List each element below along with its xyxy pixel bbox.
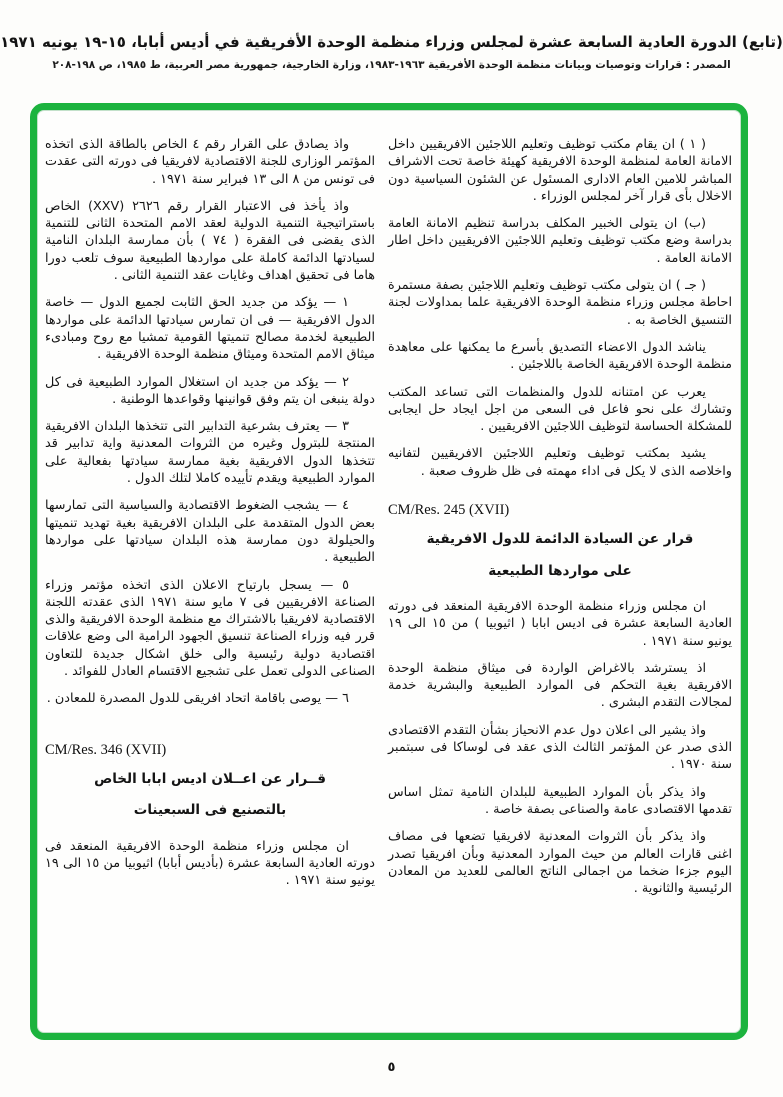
page-footer xyxy=(0,1060,783,1075)
paragraph: يناشد الدول الاعضاء التصديق بأسرع ما يمكنها على معاهدة منظمة الوحدة الافريقية الخاصة باللاجئين . xyxy=(388,339,732,373)
page-number: ٥ xyxy=(387,1060,396,1075)
column-left xyxy=(45,136,375,1019)
source-citation: المصدر : قرارات وتوصيات وبيانات منظمة الوحدة الأفريقية ١٩٦٣-١٩٨٣، وزارة الخارجية، جمهورية مصر العربية، ط ١٩٨٥، ص ١٩٨-٢٠٨ xyxy=(52,59,731,71)
paragraph: واذ يأخذ فى الاعتبار القرار رقم ٢٦٢٦ (XXV) الخاص باستراتيجية التنمية الدولية لعقد الامم المتحدة الثانى للتنمية الذى يقضى فى الفقرة ( ٧٤ ) بأن ممارسة البلدان النامية لسيادتها الدائمة كاملة على مواردها الطبيعية سوف تلعب دورا هاما فى تحقيق اهداف وغايات عقد التنمية الثانى . xyxy=(45,198,375,284)
resolution-346-title-line2: بالتصنيع فى السبعينات xyxy=(133,802,287,819)
resolution-245-title-line1: قرار عن السيادة الدائمة للدول الافريقية xyxy=(426,531,694,548)
paragraph: ٤ — يشجب الضغوط الاقتصادية والسياسية التى تمارسها بعض الدول المتقدمة على البلدان الافريقية بغية تهديد تنميتها والحيلولة دون ممارسة هذه البلدان سيادتها على مواردها الطبيعية . xyxy=(45,498,375,566)
paragraph: ٣ — يعترف بشرعية التدابير التى تتخذها البلدان الافريقية المنتجة للبترول وغيره من الثروات المعدنية واية تدابير قد تتخذها الدول الافريقية بغية ممارسة سيادتها بفعالية على الموارد الطبيعية ويقدم تأييده كاملا لتلك الدول . xyxy=(45,419,375,487)
session-title: (تابع) الدورة العادية السابعة عشرة لمجلس وزراء منظمة الوحدة الأفريقية في أديس أبابا، ١٥-١٩ يونيه ١٩٧١ xyxy=(0,33,783,51)
paragraph: ان مجلس وزراء منظمة الوحدة الافريقية المنعقد فى دورته العادية السابعة عشرة فى اديس ابابا ( اثيوبيا ) من ١٥ الى ١٩ يونيو سنة ١٩٧١ . xyxy=(388,598,732,649)
paragraph: ان مجلس وزراء منظمة الوحدة الافريقية المنعقد فى دورته العادية السابعة عشرة (بأديس أبابا) اثيوبيا من ١٥ الى ١٩ يونيو سنة ١٩٧١ . xyxy=(45,838,375,889)
paragraph: ( جـ ) ان يتولى مكتب توظيف وتعليم اللاجئين بصفة مستمرة احاطة مجلس وزراء منظمة الوحدة الافريقية علما بمداولات لجنة التنسيق الخاصة به . xyxy=(388,278,732,328)
paragraph: واذ يذكر بأن الموارد الطبيعية للبلدان النامية تمثل اساس تقدمها الاقتصادى عامة والصناعى بصفة خاصة . xyxy=(388,784,732,817)
paragraph: واذ يصادق على القرار رقم ٤ الخاص بالطاقة الذى اتخذه المؤتمر الوزارى للجنة الاقتصادية لافريقيا فى دورته التى عقدت فى تونس من ٨ الى ١٣ فبراير سنة ١٩٧١ . xyxy=(45,137,375,187)
document-border-frame xyxy=(30,103,748,1040)
column-right xyxy=(388,136,732,1019)
resolution-245-title-line2: على مواردها الطبيعية xyxy=(488,562,632,579)
paragraph: واذ يذكر بأن الثروات المعدنية لافريقيا تضعها فى مصاف اغنى قارات العالم من حيث الموارد المعدنية وبأن افريقيا تصدر اليوم جزءا ضخما من اجمالى الناتج العالمى للعديد من المعادن الرئيسية والثانوية . xyxy=(388,829,732,897)
paragraph: ( ١ ) ان يقام مكتب توظيف وتعليم اللاجئين الافريقيين داخل الامانة العامة لمنظمة الوحدة الافريقية كهيئة خاصة تحت الاشراف المباشر للامين العام الادارى المسئول عن الشئون السياسية دون الاخلال بأى قرار آخر لمجلس الوزراء . xyxy=(388,137,732,204)
paragraph: يعرب عن امتنانه للدول والمنظمات التى تساعد المكتب وتشارك على نحو فاعل فى السعى من اجل ايجاد حل ايجابى للمشكلة الحساسة لتوظيف اللاجئين الافريقيين . xyxy=(388,384,732,435)
resolution-346-title-line1: قــرار عن اعــلان اديس ابابا الخاص xyxy=(94,770,326,787)
paragraph: واذ يشير الى اعلان دول عدم الانحياز بشأن التقدم الاقتصادى الذى صدر عن المؤتمر الثالث الذى عقد فى لوساكا فى سبتمبر سنة ١٩٧٠ . xyxy=(388,722,732,773)
resolution-number-346: CM/Res. 346 (XVII) xyxy=(45,741,167,758)
paragraph: يشيد بمكتب توظيف وتعليم اللاجئين الافريقيين لتفانيه واخلاصه الذى لا يكل فى اداء مهمته فى ظل ظروف صعبة . xyxy=(388,446,732,479)
paragraph: (ب) ان يتولى الخبير المكلف بدراسة تنظيم الامانة العامة بدراسة وضع مكتب توظيف وتعليم اللاجئين الافريقيين داخل اطار الامانة العامة . xyxy=(388,216,732,266)
paragraph: ٦ — يوصى باقامة اتحاد افريقى للدول المصدرة للمعادن . xyxy=(46,691,349,707)
paragraph: ٢ — يؤكد من جديد ان استغلال الموارد الطبيعية فى كل دولة ينبغى ان يتم وفق قوانينها وقواعدها الوطنية . xyxy=(45,374,375,407)
resolution-number-245: CM/Res. 245 (XVII) xyxy=(388,502,510,519)
paragraph: اذ يسترشد بالاغراض الواردة فى ميثاق منظمة الوحدة الافريقية بغية التحكم فى الموارد الطبيعية والبشرية خدمة لمجالات التقدم البشرى . xyxy=(388,660,732,711)
paragraph: ١ — يؤكد من جديد الحق الثابت لجميع الدول — خاصة الدول الافريقية — فى ان تمارس سيادتها الدائمة على مواردها الطبيعية لخدمة مصالح تنميتها القومية تمشيا مع روح ومبادىء ميثاق الامم المتحدة وميثاق منظمة الوحدة الافريقية . xyxy=(45,295,375,363)
page-header xyxy=(0,0,783,71)
paragraph: ٥ — يسجل بارتياح الاعلان الذى اتخذه مؤتمر وزراء الصناعة الافريقيين فى ٧ مايو سنة ١٩٧١ الذى عقدته اللجنة الاقتصادية لافريقيا بالاشتراك مع منظمة الوحدة الافريقية والذى قرر فيه وزراء الصناعة تنسيق الجهود الرامية الى وضع علاقات اقتصادية دولية رئيسية والى خلق اشكال جديدة للتعاون الصناعى الدولى تعمل على تشجيع الاقتسام العادل للفوائد . xyxy=(45,577,376,680)
